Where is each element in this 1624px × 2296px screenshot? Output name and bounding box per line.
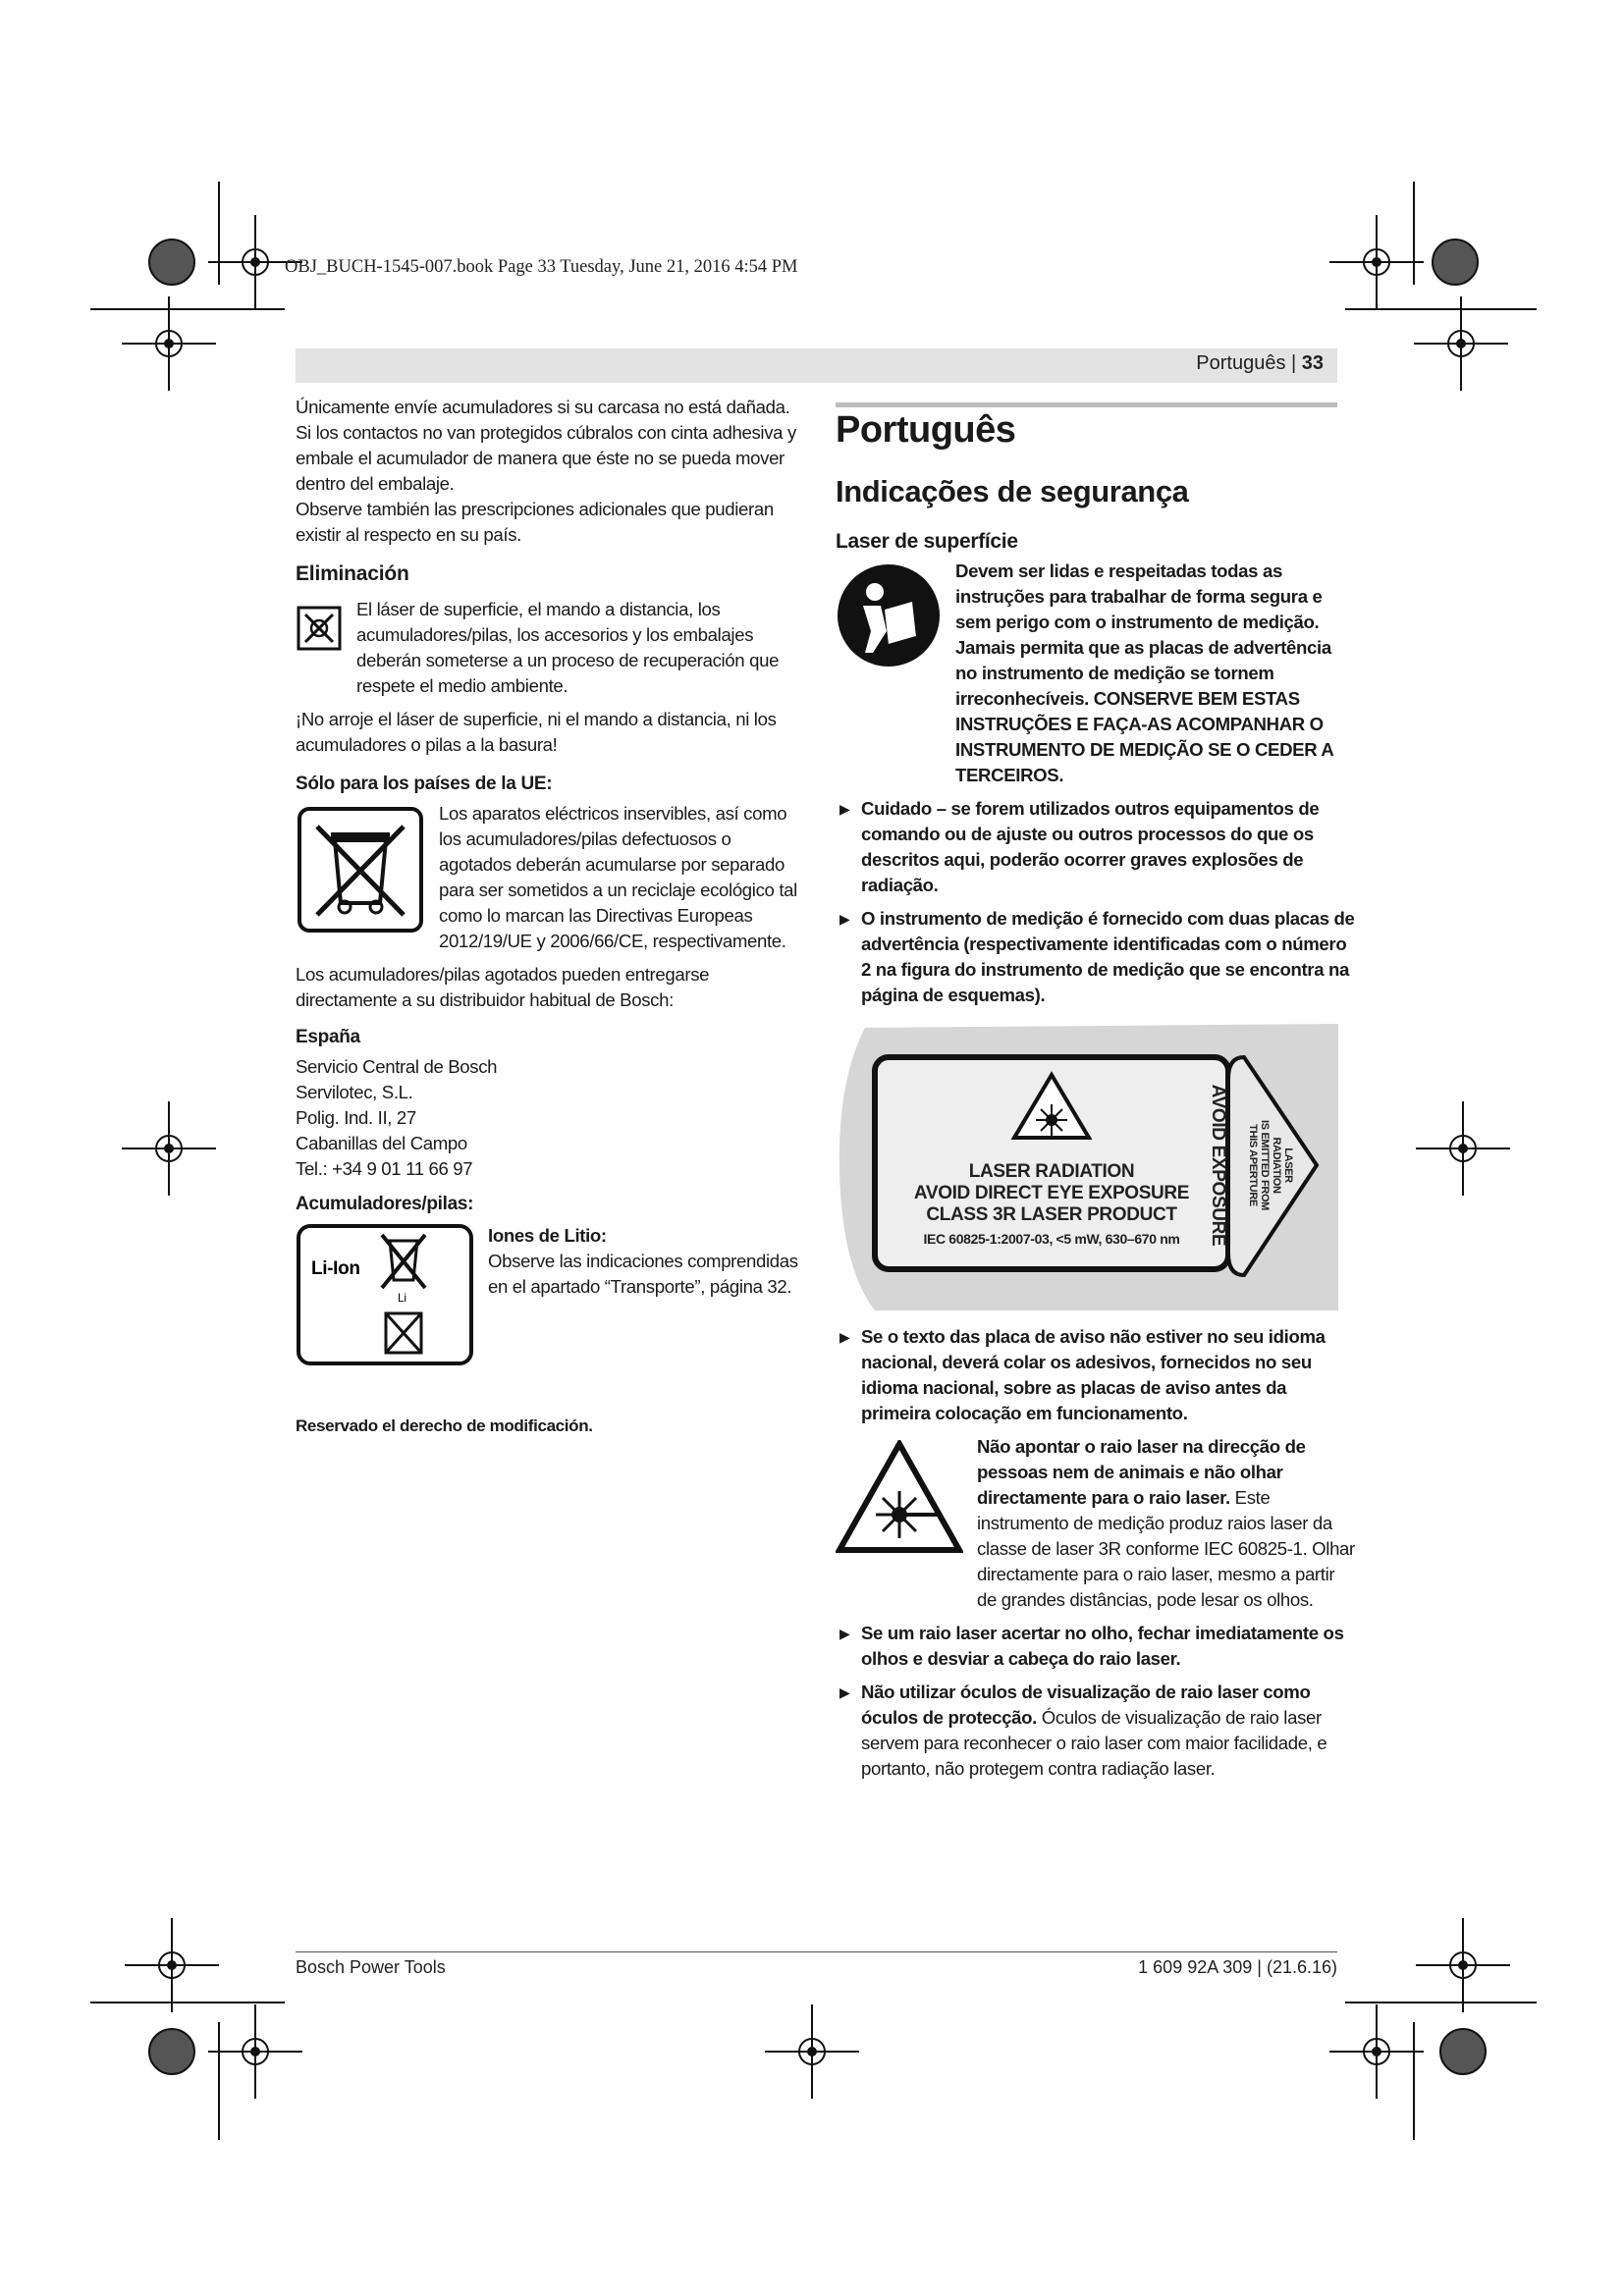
label-line-3: CLASS 3R LASER PRODUCT — [926, 1204, 1177, 1225]
right-column — [836, 407, 1356, 1782]
address-line: Polig. Ind. II, 27 — [296, 1107, 416, 1128]
left-column — [296, 395, 806, 1439]
eu-text: Los aparatos eléctricos inservibles, así como los acumuladores/pilas defectuosos o agotados deberán acumularse por separado para ser sometidos a un reciclaje ecológico tal como lo marcan las Directivas Europeas 2012/19/UE y 2006/66/CE, respectivamente. — [439, 803, 797, 951]
address-phone: Tel.: +34 9 01 11 66 97 — [296, 1158, 473, 1179]
laser-warning-label-figure — [836, 1022, 1338, 1312]
header-separator: | — [1285, 352, 1302, 374]
eu-block — [296, 801, 806, 954]
reservation-note: Reservado el derecho de modificación. — [296, 1416, 593, 1435]
laser-warning-bold: Não apontar o raio laser na direcção de pessoas nem de animais e não olhar directamente para o raio laser. — [977, 1436, 1306, 1508]
laser-warning-text: Este instrumento de medição produz raios laser da classe de laser 3R conforme IEC 60825-1. Olhar directamente para o raio laser, mesmo a partir de grandes distâncias, pode lesar os olhos. — [977, 1487, 1355, 1610]
label-line-1: LASER RADIATION — [968, 1161, 1135, 1182]
section-heading: Laser de superfície — [836, 530, 1018, 553]
side-mark-left — [122, 1101, 216, 1196]
header-language: Português — [1196, 352, 1286, 374]
regulations-paragraph: Observe también las prescripciones adicionales que pudieran existir al respecto en su país. — [296, 499, 774, 545]
liion-battery-disposal-icon — [296, 1223, 474, 1366]
page-header — [296, 348, 1337, 383]
bullet-arrow-icon: ▶ — [839, 911, 850, 927]
disposal-block — [296, 597, 806, 699]
bullet-item — [836, 1680, 1356, 1782]
bullet-item — [836, 906, 1356, 1008]
footer-brand: Bosch Power Tools — [296, 1957, 446, 1977]
bottom-center-mark — [765, 2004, 859, 2099]
address-line: Servicio Central de Bosch — [296, 1056, 498, 1077]
side-mark-right — [1416, 1101, 1510, 1196]
disposal-text: El láser de superficie, el mando a distancia, los acumuladores/pilas, los accesorios y los embalajes deberán someterse a un proceso de recuperación que respete el medio ambiente. — [356, 599, 780, 696]
weee-crossed-bin-icon — [296, 805, 425, 934]
li-label: Li — [398, 1291, 406, 1305]
bullet-arrow-icon: ▶ — [839, 1684, 850, 1700]
bullet-item — [836, 1324, 1356, 1426]
print-slug: OBJ_BUCH-1545-007.book Page 33 Tuesday, June 21, 2016 4:54 PM — [285, 257, 798, 277]
bullet-arrow-icon: ▶ — [839, 1626, 850, 1641]
service-address — [296, 1054, 806, 1182]
label-side-radiation: RADIATION — [1271, 1137, 1282, 1194]
eu-heading: Sólo para los países de la UE: — [296, 774, 553, 794]
bullet-text: O instrumento de medição é fornecido com duas placas de advertência (respectivamente identificadas com o número 2 na figura do instrumento de medição que se encontra na página de esquemas). — [861, 908, 1355, 1005]
label-side-laser: LASER — [1282, 1148, 1294, 1183]
label-line-2: AVOID DIRECT EYE EXPOSURE — [913, 1183, 1190, 1203]
laser-hazard-block — [836, 1434, 1356, 1613]
liion-heading: Iones de Litio: — [488, 1225, 607, 1246]
liion-text: Observe las indicaciones comprendidas en el apartado “Transporte”, página 32. — [488, 1251, 798, 1297]
disposal-heading: Eliminación — [296, 562, 409, 585]
read-manual-icon — [836, 562, 942, 668]
label-side-avoid: AVOID EXPOSURE — [1208, 1084, 1228, 1247]
liion-block — [296, 1223, 806, 1366]
corner-mark-top-left — [90, 182, 302, 391]
bullet-arrow-icon: ▶ — [839, 1329, 850, 1345]
bullet-text-normal: Óculos de visualização de raio laser servem para reconhecer o raio laser com maior facilidade, e portanto, não protegem contra radiação laser. — [861, 1707, 1327, 1779]
safety-intro: Devem ser lidas e respeitadas todas as instruções para trabalhar de forma segura e sem perigo com o instrumento de medição. Jamais permita que as placas de advertência no instrumento de medição se tornem irreconhecíveis. CONSERVE BEM ESTAS INSTRUÇÕES E FAÇA-AS ACOMPANHAR O INSTRUMENTO DE MEDIÇÃO SE O CEDER A TERCEIROS. — [955, 561, 1333, 785]
corner-mark-bottom-right — [1329, 1918, 1537, 2140]
safety-title: Indicações de segurança — [836, 474, 1189, 508]
bullet-text: Cuidado – se forem utilizados outros equipamentos de comando ou de ajuste ou outros processos do que os descritos aqui, poderão ocorrer graves explosões de radiação. — [861, 798, 1320, 895]
shipping-paragraph: Únicamente envíe acumuladores si su carcasa no está dañada. Si los contactos no van protegidos cúbralos con cinta adhesiva y embale el acumulador de manera que éste no se pueda mover dentro del embalaje. — [296, 397, 796, 494]
return-text: Los acumuladores/pilas agotados pueden entregarse directamente a su distribuidor habitual de Bosch: — [296, 964, 710, 1010]
bullet-text: Não utilizar óculos de visualização de raio laser como óculos de protecção. — [861, 1682, 1311, 1728]
recycle-packaging-icon — [296, 605, 343, 652]
batteries-heading: Acumuladores/pilas: — [296, 1194, 474, 1214]
address-line: Cabanillas del Campo — [296, 1133, 467, 1153]
corner-mark-bottom-left — [90, 1918, 302, 2140]
address-line: Servilotec, S.L. — [296, 1082, 413, 1102]
page-number: 33 — [1301, 352, 1324, 374]
bullet-item — [836, 1621, 1356, 1672]
disposal-warning: ¡No arroje el láser de superficie, ni el mando a distancia, ni los acumuladores o pilas a la basura! — [296, 709, 777, 755]
read-manual-block — [836, 559, 1356, 788]
bullet-text: Se um raio laser acertar no olho, fechar imediatamente os olhos e desviar a cabeça do raio laser. — [861, 1623, 1344, 1669]
liion-label: Li-Ion — [311, 1258, 360, 1279]
footer-code: 1 609 92A 309 | (21.6.16) — [1138, 1957, 1337, 1977]
label-side-aperture: THIS APERTURE — [1247, 1124, 1259, 1206]
label-line-4: IEC 60825-1:2007-03, <5 mW, 630–670 nm — [923, 1231, 1180, 1247]
language-title: Português — [836, 409, 1016, 451]
spain-heading: España — [296, 1027, 360, 1047]
laser-hazard-icon — [836, 1440, 963, 1554]
label-side-emitted: IS EMITTED FROM — [1259, 1120, 1271, 1210]
corner-mark-top-right — [1329, 182, 1537, 391]
bullet-arrow-icon: ▶ — [839, 801, 850, 817]
bullet-text: Se o texto das placa de aviso não estiver no seu idioma nacional, deverá colar os adesivos, fornecidos no seu idioma nacional, sobre as placas de aviso antes da primeira colocação em funcionamento. — [861, 1326, 1326, 1423]
bullet-item — [836, 796, 1356, 898]
footer-rule — [296, 1951, 1337, 1952]
